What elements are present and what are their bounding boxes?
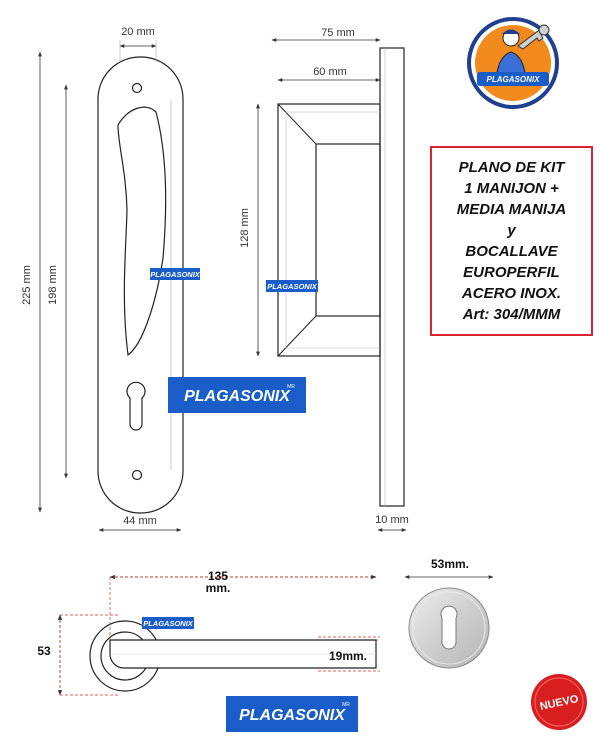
dim-lever-length-unit: mm. xyxy=(205,581,231,595)
watermark-badge-large-1 xyxy=(168,377,306,413)
info-line-1: PLANO DE KIT xyxy=(458,159,565,176)
svg-text:PLAGASONIX: PLAGASONIX xyxy=(150,270,200,279)
svg-text:PLAGASONIX: PLAGASONIX xyxy=(143,619,193,628)
dim-plate-height-inner: 198 mm xyxy=(47,265,59,305)
dim-lever-length: 135 xyxy=(207,569,229,583)
svg-text:PLAGASONIX: PLAGASONIX xyxy=(239,707,345,724)
dim-plate-height-total: 225 mm xyxy=(21,265,33,305)
dim-bar-diameter: 19mm. xyxy=(328,649,368,663)
handle-frame-outer xyxy=(278,104,380,356)
new-badge xyxy=(531,674,587,730)
logo-brand-text: PLAGASONIX xyxy=(486,75,540,84)
svg-text:MR: MR xyxy=(342,702,350,708)
bottom-screw-hole xyxy=(133,471,142,480)
info-line-3: MEDIA MANIJA xyxy=(456,201,567,218)
svg-text:PLAGASONIX: PLAGASONIX xyxy=(267,282,317,291)
dim-side-depth: 75 mm xyxy=(321,27,355,39)
new-badge-label: NUEVO xyxy=(538,693,580,713)
lever-handle-view xyxy=(37,569,380,695)
svg-text:PLAGASONIX: PLAGASONIX xyxy=(184,388,290,405)
plate-outline xyxy=(98,57,183,513)
info-line-5: BOCALLAVE xyxy=(465,243,558,260)
front-plate-view xyxy=(21,26,201,530)
info-line-8: Art: 304/MMM xyxy=(462,306,561,323)
dim-plate-width-bottom: 44 mm xyxy=(123,515,157,527)
top-screw-hole xyxy=(133,84,142,93)
dim-side-handle-height: 128 mm xyxy=(239,208,251,248)
info-line-6: EUROPERFIL xyxy=(463,264,560,281)
escutcheon-keyhole xyxy=(441,606,457,649)
brand-logo xyxy=(467,17,559,109)
product-info-box xyxy=(430,146,593,336)
watermark-badge-small-2 xyxy=(266,280,318,292)
watermark-badge-small-3 xyxy=(142,617,194,629)
handle-frame-inner xyxy=(316,144,380,316)
dim-side-handle-depth: 60 mm xyxy=(313,66,347,78)
curved-handle-outline xyxy=(118,107,166,355)
info-line-2: 1 MANIJON + xyxy=(464,180,559,197)
svg-text:MR: MR xyxy=(287,384,295,390)
dim-plate-width-top: 20 mm xyxy=(121,26,155,38)
dim-side-thickness: 10 mm xyxy=(375,514,409,526)
side-view xyxy=(239,27,409,530)
keyhole-outline xyxy=(127,382,145,430)
escutcheon-view xyxy=(405,557,493,668)
watermark-badge-small-1 xyxy=(150,268,201,280)
info-line-7: ACERO INOX. xyxy=(461,285,562,302)
dim-escutcheon-diameter: 53mm. xyxy=(430,557,470,571)
watermark-badge-large-2 xyxy=(226,696,358,732)
door-edge xyxy=(380,48,404,506)
dim-rose-diameter: 53 xyxy=(37,644,51,658)
info-line-4: y xyxy=(507,222,516,239)
